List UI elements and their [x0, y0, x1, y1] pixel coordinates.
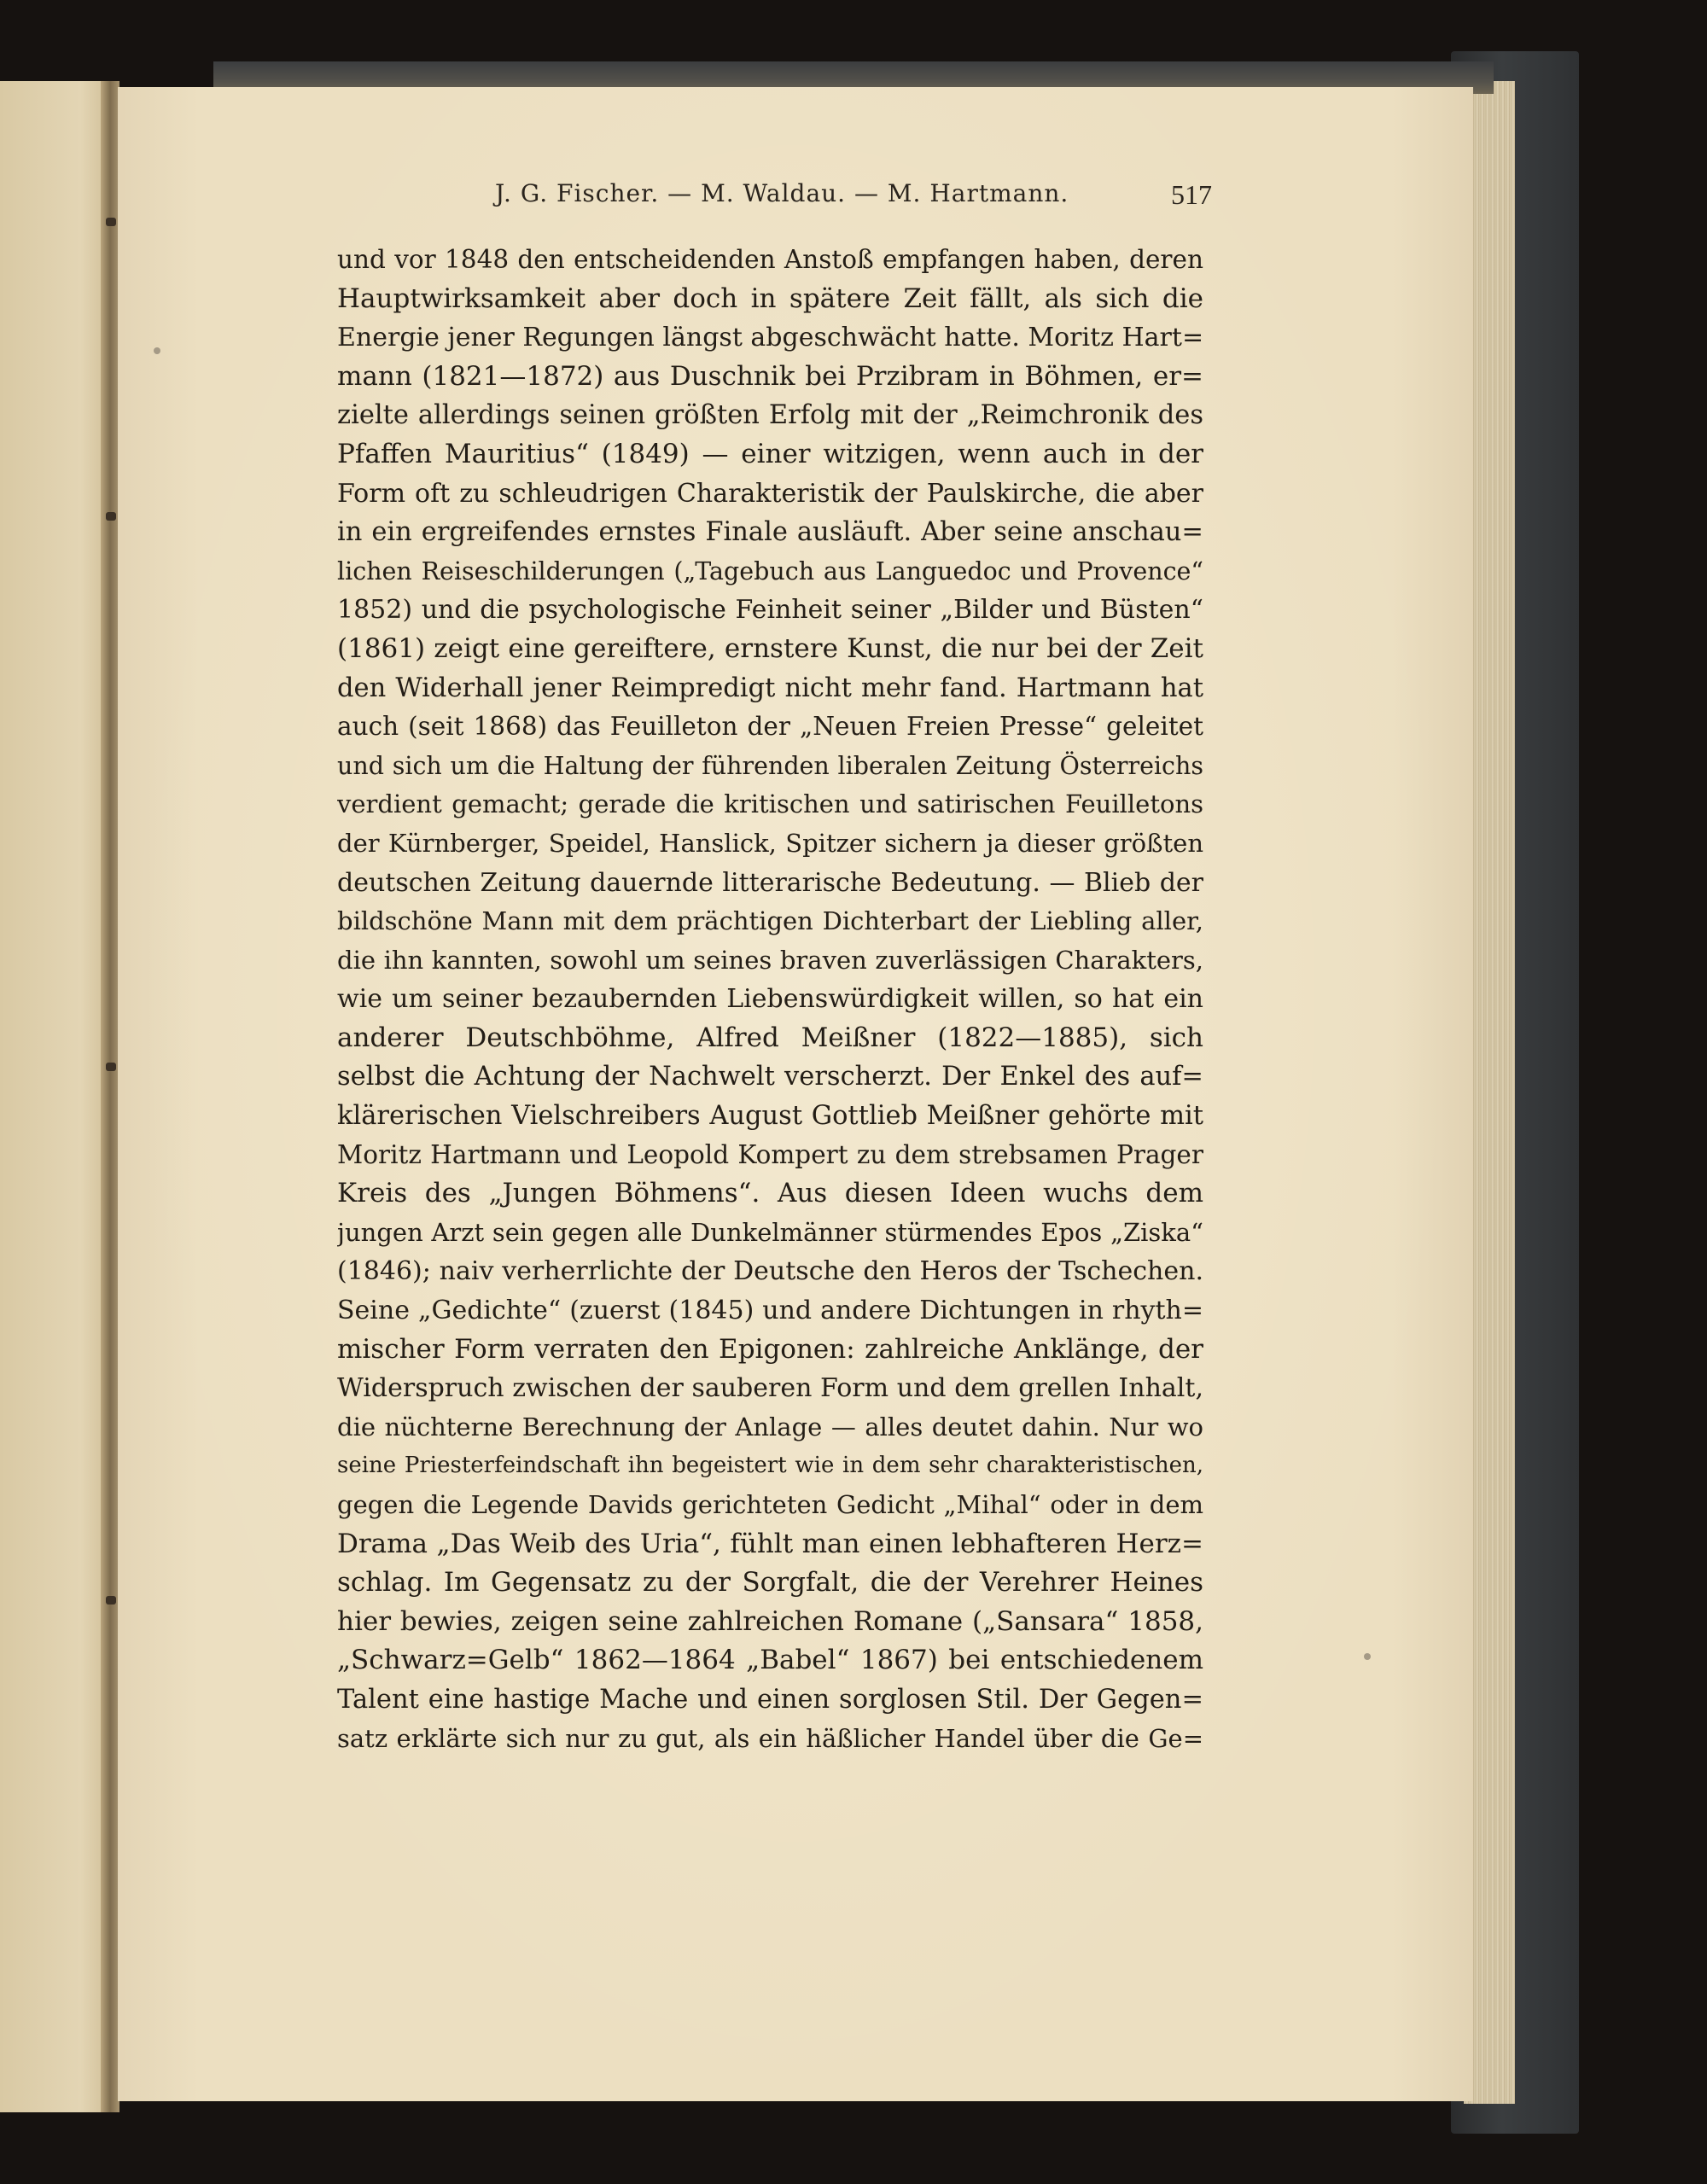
text-line: die ihn kannten, sowohl um seines braven zuverlässigen Charakters, [337, 945, 1203, 975]
binding-stitch [106, 512, 116, 521]
text-line: „Schwarz=Gelb“ 1862—1864 „Babel“ 1867) bei entschiedenem [337, 1645, 1203, 1676]
text-line: (1846); naiv verherrlichte der Deutsche den Heros der Tschechen. [337, 1256, 1203, 1287]
text-line: Moritz Hartmann und Leopold Kompert zu dem strebsamen Prager [337, 1139, 1203, 1169]
text-line: Widerspruch zwischen der sauberen Form und dem grellen Inhalt, [337, 1373, 1203, 1404]
text-line: gegen die Legende Davids gerichteten Gedicht „Mihal“ oder in dem [337, 1490, 1203, 1519]
text-line: bildschöne Mann mit dem prächtigen Dichterbart der Liebling aller, [337, 906, 1203, 936]
text-line: und vor 1848 den entscheidenden Anstoß empfangen haben, deren [337, 245, 1203, 274]
text-line: auch (seit 1868) das Feuilleton der „Neuen Freien Presse“ geleitet [337, 712, 1203, 742]
text-line: Kreis des „Jungen Böhmens“. Aus diesen Ideen wuchs dem [337, 1178, 1203, 1209]
text-line: deutschen Zeitung dauernde litterarische Bedeutung. — Blieb der [337, 867, 1203, 898]
text-line: Talent eine hastige Mache und einen sorglosen Stil. Der Gegen= [337, 1684, 1203, 1715]
text-line: anderer Deutschböhme, Alfred Meißner (1822—1885), sich [337, 1022, 1203, 1053]
text-line: zielte allerdings seinen größten Erfolg mit der „Reimchronik des [337, 400, 1203, 431]
book-gutter [101, 81, 119, 2112]
text-line: lichen Reiseschilderungen („Tagebuch aus Languedoc und Provence“ [337, 556, 1203, 585]
text-line: selbst die Achtung der Nachwelt verscherzt. Der Enkel des auf= [337, 1062, 1203, 1092]
text-line: den Widerhall jener Reimpredigt nicht mehr fand. Hartmann hat [337, 673, 1203, 703]
text-line: Seine „Gedichte“ (zuerst (1845) und andere Dichtungen in rhyth= [337, 1296, 1203, 1326]
text-line: satz erklärte sich nur zu gut, als ein häßlicher Handel über die Ge= [337, 1723, 1203, 1753]
text-line: wie um seiner bezaubernden Liebenswürdigkeit willen, so hat ein [337, 984, 1203, 1015]
text-line: Hauptwirksamkeit aber doch in spätere Zeit fällt, als sich die [337, 282, 1203, 314]
binding-stitch [106, 1596, 116, 1605]
page-header [358, 179, 1212, 222]
facing-page-edge [0, 81, 115, 2112]
paper-speck [1364, 1653, 1371, 1660]
text-line: und sich um die Haltung der führenden liberalen Zeitung Österreichs [337, 751, 1203, 780]
text-line: in ein ergreifendes ernstes Finale ausläuft. Aber seine anschau= [337, 517, 1203, 548]
text-line: verdient gemacht; gerade die kritischen und satirischen Feuilletons [337, 789, 1203, 819]
binding-stitch [106, 218, 116, 226]
text-line: der Kürnberger, Speidel, Hanslick, Spitzer sichern ja dieser größten [337, 828, 1203, 858]
page-number: 517 [1171, 179, 1212, 210]
body-text [337, 241, 1203, 1758]
text-line: schlag. Im Gegensatz zu der Sorgfalt, die der Verehrer Heines [337, 1567, 1203, 1599]
text-line: Pfaffen Mauritius“ (1849) — einer witzigen, wenn auch in der [337, 438, 1203, 469]
text-line: seine Priesterfeindschaft ihn begeistert wie in dem sehr charakteristischen, [337, 1453, 1203, 1479]
text-line: klärerischen Vielschreibers August Gottlieb Meißner gehörte mit [337, 1101, 1203, 1132]
text-line: Form oft zu schleudrigen Charakteristik der Paulskirche, die aber [337, 478, 1203, 509]
running-head: J. G. Fischer. — M. Waldau. — M. Hartmann. [495, 179, 1069, 207]
text-line: mischer Form verraten den Epigonen: zahlreiche Anklänge, der [337, 1333, 1203, 1365]
text-line: die nüchterne Berechnung der Anlage — alles deutet dahin. Nur wo [337, 1412, 1203, 1441]
text-line: mann (1821—1872) aus Duschnik bei Przibram in Böhmen, er= [337, 360, 1203, 392]
paper-speck [154, 347, 160, 354]
binding-stitch [106, 1063, 116, 1071]
text-line: hier bewies, zeigen seine zahlreichen Romane („Sansara“ 1858, [337, 1605, 1203, 1637]
text-line: Drama „Das Weib des Uria“, fühlt man einen lebhafteren Herz= [337, 1528, 1203, 1559]
text-line: jungen Arzt sein gegen alle Dunkelmänner stürmendes Epos „Ziska“ [337, 1217, 1203, 1247]
text-line: 1852) und die psychologische Feinheit seiner „Bilder und Büsten“ [337, 595, 1203, 626]
text-line: (1861) zeigt eine gereiftere, ernstere Kunst, die nur bei der Zeit [337, 632, 1203, 664]
text-line: Energie jener Regungen längst abgeschwächt hatte. Moritz Hart= [337, 323, 1203, 353]
